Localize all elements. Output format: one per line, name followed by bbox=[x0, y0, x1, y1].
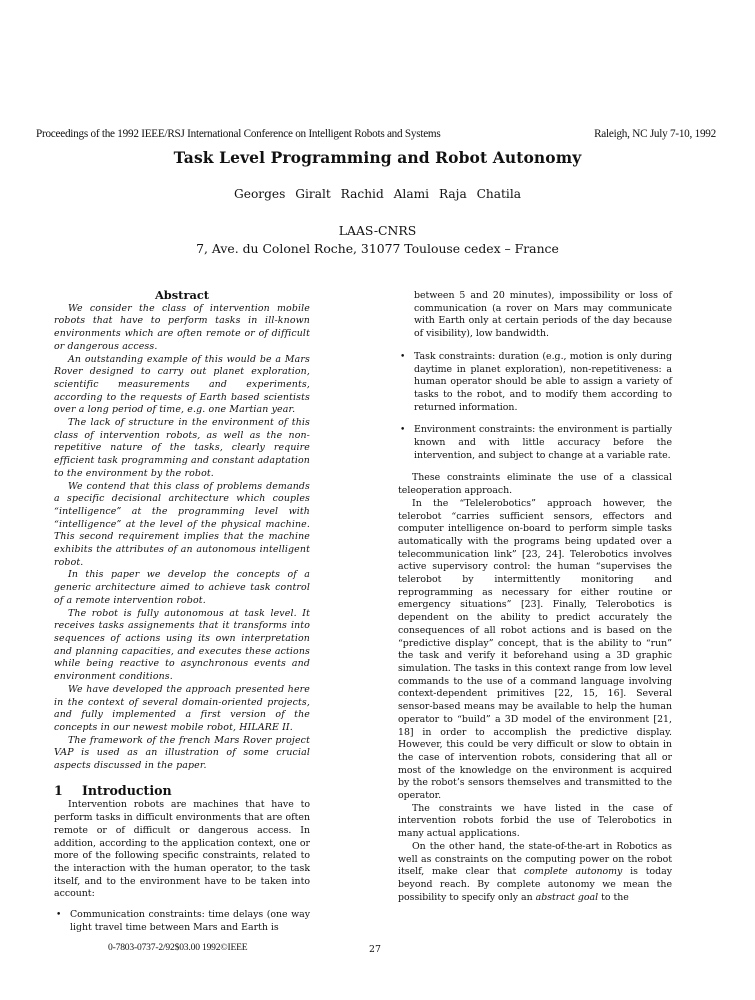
abstract-paragraph: We contend that this class of problems demands a specific decisional architecture which couples “intelligence” at the programming level with “intelligence” at the level of the physical machine. This second requirement implies that the machine exhibits the attributes of an autonomous intelligent robot. bbox=[54, 480, 310, 568]
list-item-text: Task constraints: duration (e.g., motion is only during daytime in planet exploration), non-repetitiveness: a human operator should be able to assign a variety of tasks to the robot, and to modify them according to returned information. bbox=[414, 350, 672, 413]
text-run: to the bbox=[598, 891, 629, 903]
list-item-text: Environment constraints: the environment is partially known and with little accuracy before the intervention, and subject to change at a variable rate. bbox=[414, 424, 672, 461]
text-run: On the other hand, the state-of-the-art in Robotics as well as constraints on the computing power on the robot itself, make clear that bbox=[398, 840, 672, 878]
text-run: is today beyond reach. By complete autonomy we mean the possibility to specify only an bbox=[398, 866, 672, 903]
emphasis-complete-autonomy: complete autonomy bbox=[524, 866, 623, 878]
affiliation-address: 7, Ave. du Colonel Roche, 31077 Toulouse cedex – France bbox=[196, 241, 559, 256]
list-item bbox=[398, 290, 672, 341]
abstract-paragraph: An outstanding example of this would be a Mars Rover designed to carry out planet exploration, scientific measurements and experiments, according to the requests of Earth based scientists over a long period of time, e.g. one Martian year. bbox=[54, 353, 310, 416]
emphasis-abstract-goal: abstract goal bbox=[535, 891, 599, 903]
body-paragraph: The constraints we have listed in the case of intervention robots forbid the use of Telerobotics in many actual applications. bbox=[398, 802, 672, 840]
author-name: Rachid Alami bbox=[340, 187, 430, 201]
abstract-paragraph: The lack of structure in the environment of this class of intervention robots, as well as the non-repetitive nature of the tasks, clearly require efficient task programming and constant adaptation to the environment by the robot. bbox=[54, 417, 310, 479]
abstract-body bbox=[54, 303, 310, 773]
abstract-paragraph: We consider the class of intervention mobile robots that have to perform tasks in ill-known environments which are often remote or of difficult or dangerous access. bbox=[54, 302, 310, 352]
list-item-text: Communication constraints: time delays (one way light travel time between Mars and Earth is bbox=[70, 909, 310, 933]
author-name: Raja Chatila bbox=[438, 187, 521, 201]
list-item bbox=[398, 424, 672, 462]
abstract-paragraph: The robot is fully autonomous at task level. It receives tasks assignements that it transforms into sequences of actions using its own interpretation and planning capacities, and executes these actions while being reactive to asynchronous events and environment conditions. bbox=[54, 607, 310, 683]
list-item bbox=[54, 909, 310, 934]
constraints-list bbox=[54, 909, 310, 934]
abstract-paragraph: In this paper we develop the concepts of a generic architecture aimed to achieve task control of a remote intervention robot. bbox=[54, 569, 310, 606]
affiliation-org: LAAS-CNRS bbox=[338, 223, 417, 238]
section-heading-introduction bbox=[54, 782, 310, 798]
body-paragraph bbox=[398, 841, 672, 905]
intro-paragraph: Intervention robots are machines that have to perform tasks in difficult environments that are often remote or of difficult or dangerous access. In addition, according to the application context, one or more of the following specific constraints, related to the interaction with the human operator, to the task itself, and to the environment have to be taken into account: bbox=[54, 799, 310, 900]
bullet-icon: • bbox=[400, 425, 406, 436]
proceedings-title: Proceedings of the 1992 IEEE/RSJ International Conference on Intelligent Robots and Systems bbox=[36, 128, 441, 140]
body-paragraph: In the “Telelerobotics” approach however, the telerobot “carries sufficient sensors, effectors and computer intelligence on-board to perform simple tasks automatically with the programs being updated over a telecommunication link” [23, 24]. Telerobotics involves active supervisory control: the human “supervises the telerobot by intermittently monitoring and reprogramming as necessary for either routine or emergency situations” [23]. Finally, Telerobotics is dependent on the ability to predict accurately the consequences of all robot actions and is based on the “predictive display” concept, that is the ability to “run” the task and verify it beforehand using a 3D graphic simulation. The tasks in this context range from low level commands to the use of a command language involving context-dependent primitives [22, 15, 16]. Several sensor-based means may be available to help the human operator to “build” a 3D model of the environment [21, 18] in order to accomplish the predictive display. However, this could be very difficult or slow to obtain in the case of intervention robots, considering that all or most of the knowledge on the environment is acquired by the robot’s sensors themselves and transmitted to the operator. bbox=[398, 497, 672, 802]
left-column bbox=[54, 289, 310, 944]
page-number: 27 bbox=[369, 944, 381, 955]
list-item-text: between 5 and 20 minutes), impossibility or loss of communication (a rover on Mars may communicate with Earth only at certain periods of the day because of visibility), low bandwidth. bbox=[414, 290, 672, 340]
conference-location-date: Raleigh, NC July 7-10, 1992 bbox=[594, 128, 716, 140]
abstract-heading: Abstract bbox=[154, 288, 210, 302]
constraints-list-continued bbox=[398, 290, 672, 462]
abstract-paragraph: The framework of the french Mars Rover project VAP is used as an illustration of some crucial aspects discussed in the paper. bbox=[54, 734, 310, 772]
author-list bbox=[0, 187, 755, 201]
abstract-paragraph: We have developed the approach presented here in the context of several domain-oriented projects, and fully implemented a first version of the concepts in our newest mobile robot, HILARE II. bbox=[54, 683, 310, 733]
affiliation bbox=[0, 222, 755, 258]
right-column bbox=[398, 290, 672, 904]
bullet-icon: • bbox=[400, 351, 406, 362]
body-paragraph: These constraints eliminate the use of a classical teleoperation approach. bbox=[398, 472, 672, 497]
section-title-text: Introduction bbox=[82, 782, 172, 798]
bullet-icon: • bbox=[56, 910, 62, 921]
author-name: Georges Giralt bbox=[234, 187, 331, 201]
list-item bbox=[398, 351, 672, 415]
copyright-isbn: 0-7803-0737-2/92$03.00 1992©IEEE bbox=[108, 942, 248, 953]
section-number: 1 bbox=[54, 782, 63, 798]
paper-title: Task Level Programming and Robot Autonomy bbox=[173, 148, 582, 167]
